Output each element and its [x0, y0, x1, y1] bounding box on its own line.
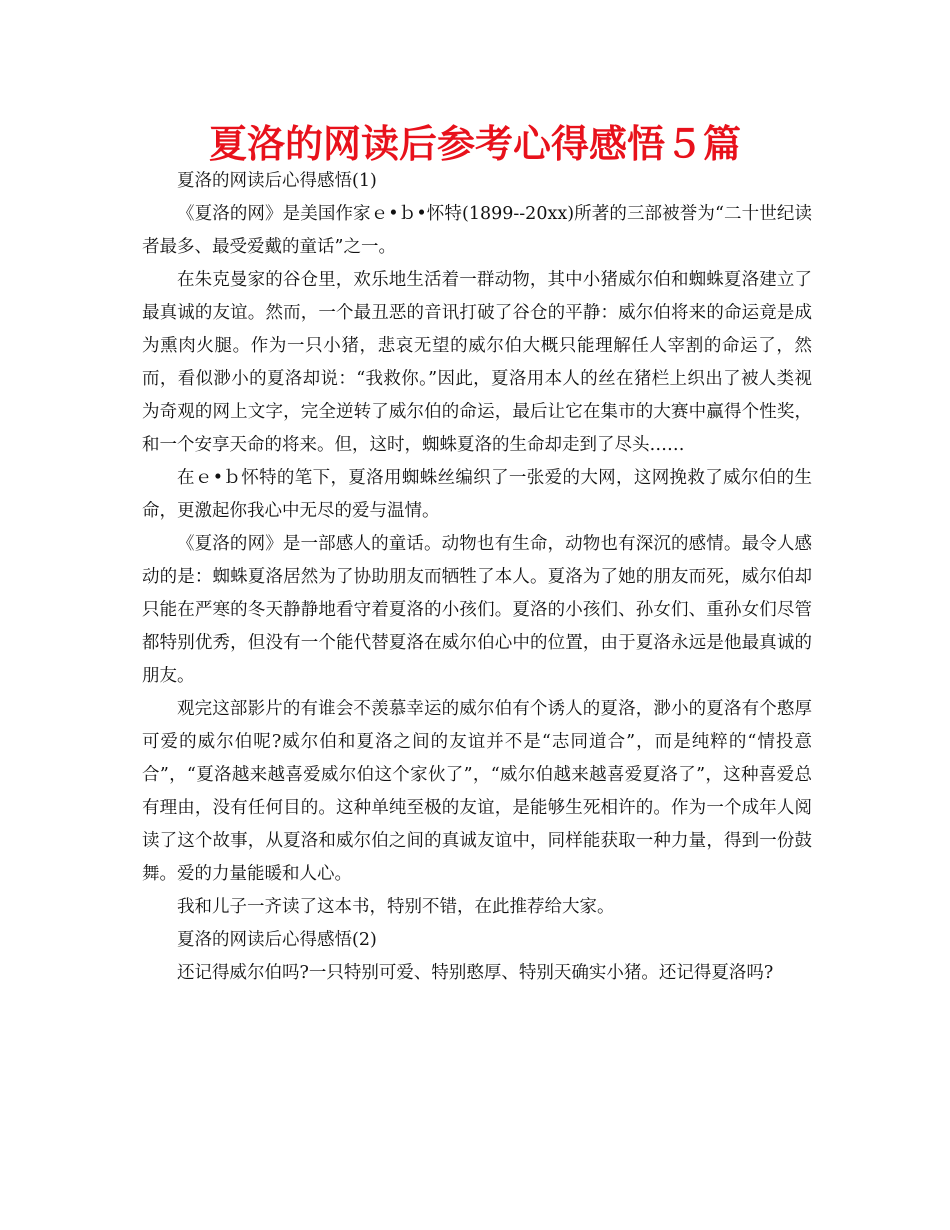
document-body [142, 165, 812, 990]
paragraph: 《夏洛的网》是一部感人的童话。动物也有生命，动物也有深沉的感情。最令人感动的是：蜘蛛夏洛居然为了协助朋友而牺牲了本人。夏洛为了她的朋友而死，威尔伯却只能在严寒的冬天静静地看守着夏洛的小孩们。夏洛的小孩们、孙女们、重孙女们尽管都特别优秀，但没有一个能代替夏洛在威尔伯心中的位置，由于夏洛永远是他最真诚的朋友。 [142, 534, 812, 686]
paragraph: 还记得威尔伯吗?一只特别可爱、特别憨厚、特别天确实小猪。还记得夏洛吗? [177, 963, 774, 983]
paragraph: 在朱克曼家的谷仓里，欢乐地生活着一群动物，其中小猪威尔伯和蜘蛛夏洛建立了最真诚的友谊。然而，一个最丑恶的音讯打破了谷仓的平静：威尔伯将来的命运竟是成为熏肉火腿。作为一只小猪，悲哀无望的威尔伯大概只能理解任人宰割的命运了，然而，看似渺小的夏洛却说：“我救你。”因此，夏洛用本人的丝在猪栏上织出了被人类视为奇观的网上文字，完全逆转了威尔伯的命运，最后让它在集市的大赛中赢得个性奖，和一个安享天命的将来。但，这时，蜘蛛夏洛的生命却走到了尽头…… [142, 270, 812, 455]
document-title: 夏洛的网读后参考心得感悟５篇 [208, 122, 741, 166]
section-heading-2: 夏洛的网读后心得感悟(2) [177, 930, 377, 950]
paragraph: 《夏洛的网》是美国作家ｅ•ｂ•怀特(1899--20xx)所著的三部被誉为“二十世纪读者最多、最受爱戴的童话”之一。 [142, 204, 812, 257]
paragraph: 观完这部影片的有谁会不羡慕幸运的威尔伯有个诱人的夏洛，渺小的夏洛有个憨厚可爱的威尔伯呢?威尔伯和夏洛之间的友谊并不是“志同道合”，而是纯粹的“情投意合”，“夏洛越来越喜爱威尔伯这个家伙了”，“威尔伯越来越喜爱夏洛了”，这种喜爱总有理由，没有任何目的。这种单纯至极的友谊，是能够生死相许的。作为一个成年人阅读了这个故事，从夏洛和威尔伯之间的真诚友谊中，同样能获取一种力量，得到一份鼓舞。爱的力量能暖和人心。 [142, 699, 812, 884]
paragraph: 我和儿子一齐读了这本书，特别不错，在此推荐给大家。 [177, 897, 615, 917]
paragraph: 在ｅ•ｂ怀特的笔下，夏洛用蜘蛛丝编织了一张爱的大网，这网挽救了威尔伯的生命，更激起你我心中无尽的爱与温情。 [142, 468, 812, 521]
section-heading-1: 夏洛的网读后心得感悟(1) [177, 171, 377, 191]
